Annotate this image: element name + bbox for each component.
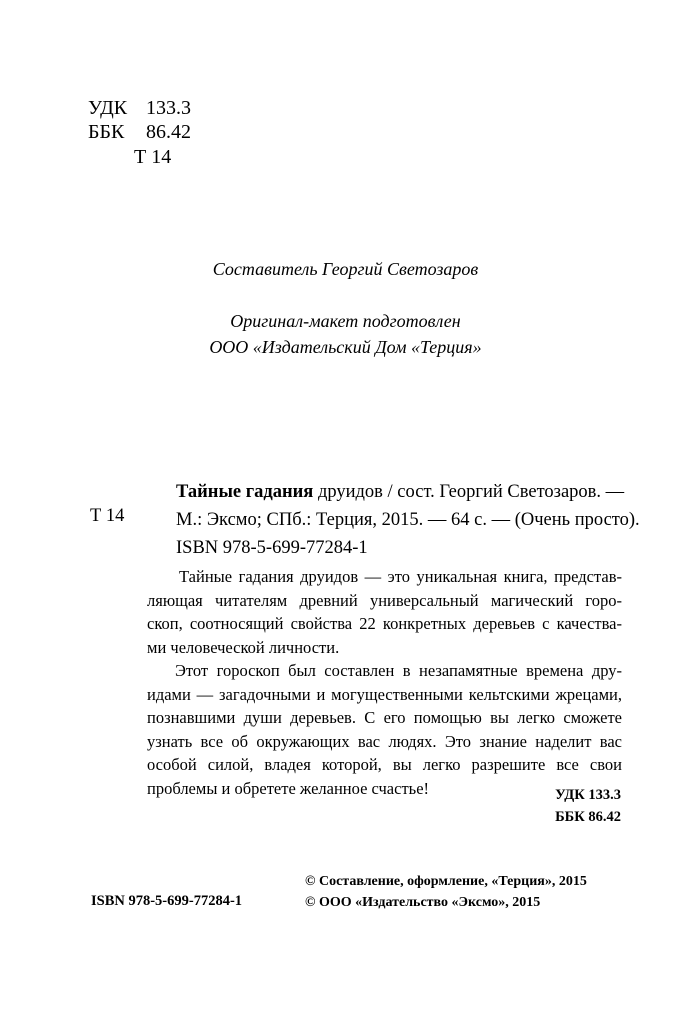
annotation-line: особой силой, владея которой, вы легко разрешите все свои (147, 755, 622, 774)
copyright-line-2: © ООО «Издательство «Эксмо», 2015 (305, 895, 541, 910)
bib-isbn: ISBN 978-5-699-77284-1 (176, 538, 368, 558)
udk-label: УДК (88, 97, 128, 119)
bib-cutter: Т 14 (90, 506, 125, 526)
book-title: Тайные гадания (176, 482, 314, 502)
isbn-bottom: ISBN 978-5-699-77284-1 (91, 893, 243, 909)
udk-bottom: УДК 133.3 (555, 787, 621, 803)
layout-credit-line2: ООО «Издательский Дом «Терция» (209, 337, 482, 357)
udk-code (88, 96, 191, 120)
annotation-line: познавшими души деревьев. С его помощью вы легко сможете (147, 708, 622, 727)
layout-credit-line1: Оригинал-макет подготовлен (230, 311, 461, 331)
annotation-line: скоп, соотносящий свойства 22 конкретных деревьев с качества- (147, 614, 622, 633)
bbk-value: 86.42 (146, 121, 191, 143)
bbk-bottom: ББК 86.42 (555, 809, 621, 825)
annotation-line: Тайные гадания друидов — это уникальная книга, представ- (179, 567, 622, 586)
annotation-line: узнать все об окружающих вас людях. Это знание наделит вас (147, 731, 622, 751)
bib-line-2: М.: Эксмо; СПб.: Терция, 2015. — 64 с. — (Очень просто). (176, 510, 640, 530)
copyright-line-1: © Составление, оформление, «Терция», 2015 (305, 874, 587, 889)
compiler-credit: Составитель Георгий Светозаров (212, 259, 479, 279)
bibliographic-record (176, 478, 640, 562)
annotation-line: ми человеческой личности. (147, 637, 340, 657)
annotation-line: Этот гороскоп был составлен в незапамятные времена дру- (175, 661, 622, 680)
bbk-label: ББК (88, 121, 125, 143)
cutter-code: Т 14 (134, 146, 172, 168)
bib-line-1 (176, 478, 623, 506)
annotation-line: идами — загадочными и могущественными кельтскими жрецами, (147, 684, 622, 704)
udk-value: 133.3 (146, 97, 191, 119)
annotation (147, 565, 622, 800)
annotation-line: проблемы и обретете желанное счастье! (147, 778, 430, 798)
bbk-code (88, 120, 191, 144)
bib-line-1-rest: друидов / сост. Георгий Светозаров. — (313, 482, 625, 502)
annotation-line: ляющая читателям древний универсальный магический горо- (147, 590, 622, 610)
